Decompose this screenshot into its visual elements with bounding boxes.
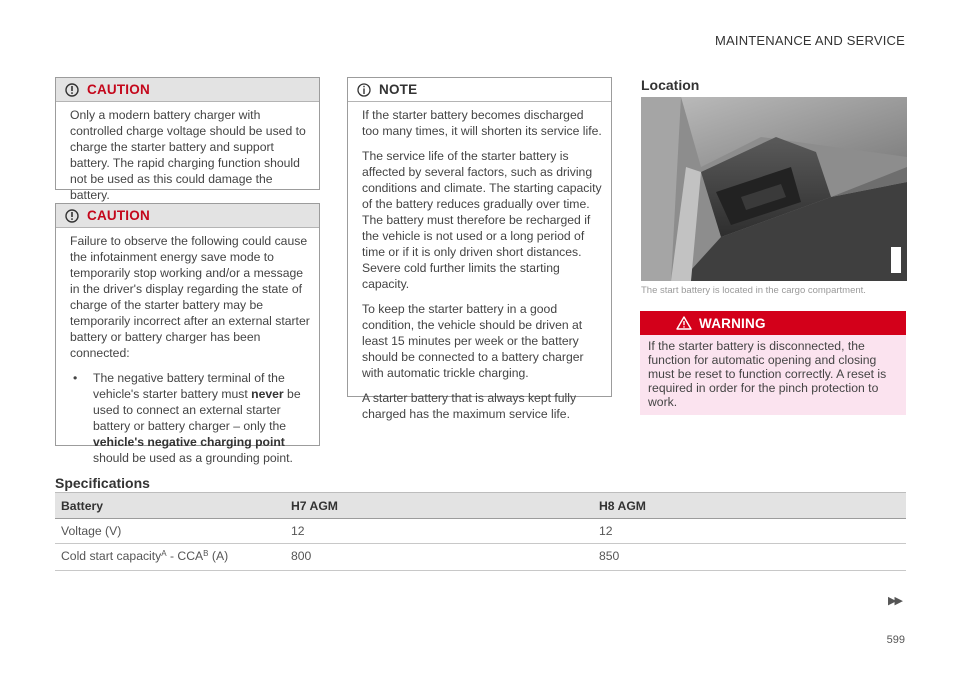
caution-bullet-item bbox=[70, 370, 311, 466]
warning-header bbox=[640, 311, 906, 335]
cell-value: 12 bbox=[593, 519, 906, 544]
warning-triangle-icon bbox=[676, 316, 692, 330]
specifications-heading: Specifications bbox=[55, 475, 150, 491]
caution-header bbox=[56, 78, 319, 102]
column-header-battery: Battery bbox=[55, 493, 285, 519]
caution-box-charger bbox=[55, 77, 320, 202]
bullet-emphasis: vehicle's negative charging point bbox=[93, 435, 285, 449]
caution-body bbox=[56, 102, 319, 203]
caution-icon bbox=[65, 83, 79, 97]
warning-title: WARNING bbox=[699, 315, 766, 331]
row-label-part: (A) bbox=[208, 549, 229, 563]
row-label-part: - CCA bbox=[166, 549, 204, 563]
footnote-marker: A bbox=[161, 549, 167, 558]
caution-icon bbox=[65, 209, 79, 223]
column-header-h8-agm: H8 AGM bbox=[593, 493, 906, 519]
caution-intro: Failure to observe the following could cause the infotainment energy save mode to temporarily stop working and/or a message in the driver's display regarding the state of charge of the starter battery may be temporarily incorrect after an external starter battery or battery charger has been connected: bbox=[70, 234, 310, 360]
table-header-row bbox=[55, 493, 906, 519]
section-title: MAINTENANCE AND SERVICE bbox=[714, 33, 905, 48]
caution-header bbox=[56, 204, 319, 228]
page-number: 599 bbox=[886, 634, 905, 646]
photo-caption: The start battery is located in the cargo compartment. bbox=[641, 285, 866, 296]
table-row bbox=[55, 544, 906, 571]
cargo-compartment-photo bbox=[641, 97, 907, 281]
row-label: Voltage (V) bbox=[55, 519, 285, 544]
caution-body bbox=[56, 228, 319, 466]
caution-text: Only a modern battery charger with controlled charge voltage should be used to charge the starter battery and support battery. The rapid charging function should not be used as this could damage the battery. bbox=[70, 108, 306, 202]
caution-title: CAUTION bbox=[87, 82, 150, 97]
caution-title: CAUTION bbox=[87, 208, 150, 223]
note-paragraph: The service life of the starter battery is affected by several factors, such as driving conditions and climate. The starting capacity of the battery reduces gradually over time. The battery must therefore be recharged if the vehicle is not used or a long period of time or if it is only driven short distances. Severe cold further limits the starting capacity. bbox=[362, 149, 602, 291]
bullet-text-part: should be used as a grounding point. bbox=[93, 451, 293, 465]
cell-value: 850 bbox=[593, 544, 906, 571]
info-icon bbox=[357, 83, 371, 97]
specifications-table bbox=[55, 492, 906, 571]
note-paragraph: To keep the starter battery in a good condition, the vehicle should be driven at least 15 minutes per week or the battery should be connected to a battery charger with automatic trickle charging. bbox=[362, 302, 584, 380]
cell-value: 12 bbox=[285, 519, 593, 544]
warning-text: If the starter battery is disconnected, the function for automatic opening and closing must be reset to function correctly. A reset is required in order for the pinch protection to work. bbox=[648, 339, 887, 409]
warning-box bbox=[640, 311, 906, 415]
note-title: NOTE bbox=[379, 82, 418, 97]
bullet-symbol: • bbox=[73, 371, 78, 385]
cell-value: 800 bbox=[285, 544, 593, 571]
caution-box-energy-save bbox=[55, 203, 320, 465]
bullet-text-part: The negative battery terminal of the vehicle's starter battery must bbox=[93, 371, 285, 401]
row-label-part: Cold start capacity bbox=[61, 549, 162, 563]
note-body bbox=[348, 102, 611, 422]
note-paragraph: A starter battery that is always kept fully charged has the maximum service life. bbox=[362, 391, 577, 421]
note-header bbox=[348, 78, 611, 102]
note-box bbox=[347, 77, 612, 421]
bullet-text-part: be used to connect an external starter battery or battery charger – only the bbox=[93, 387, 301, 433]
note-paragraph: If the starter battery becomes discharged too many times, it will shorten its service life. bbox=[362, 108, 602, 138]
table-row bbox=[55, 519, 906, 544]
cargo-compartment-illustration bbox=[641, 97, 907, 281]
bullet-emphasis: never bbox=[251, 387, 284, 401]
footnote-marker: B bbox=[203, 549, 209, 558]
location-heading: Location bbox=[641, 77, 700, 93]
row-label bbox=[55, 544, 285, 571]
continue-arrows-icon: ▶▶ bbox=[888, 595, 901, 607]
column-header-h7-agm: H7 AGM bbox=[285, 493, 593, 519]
bullet-text bbox=[93, 370, 311, 466]
